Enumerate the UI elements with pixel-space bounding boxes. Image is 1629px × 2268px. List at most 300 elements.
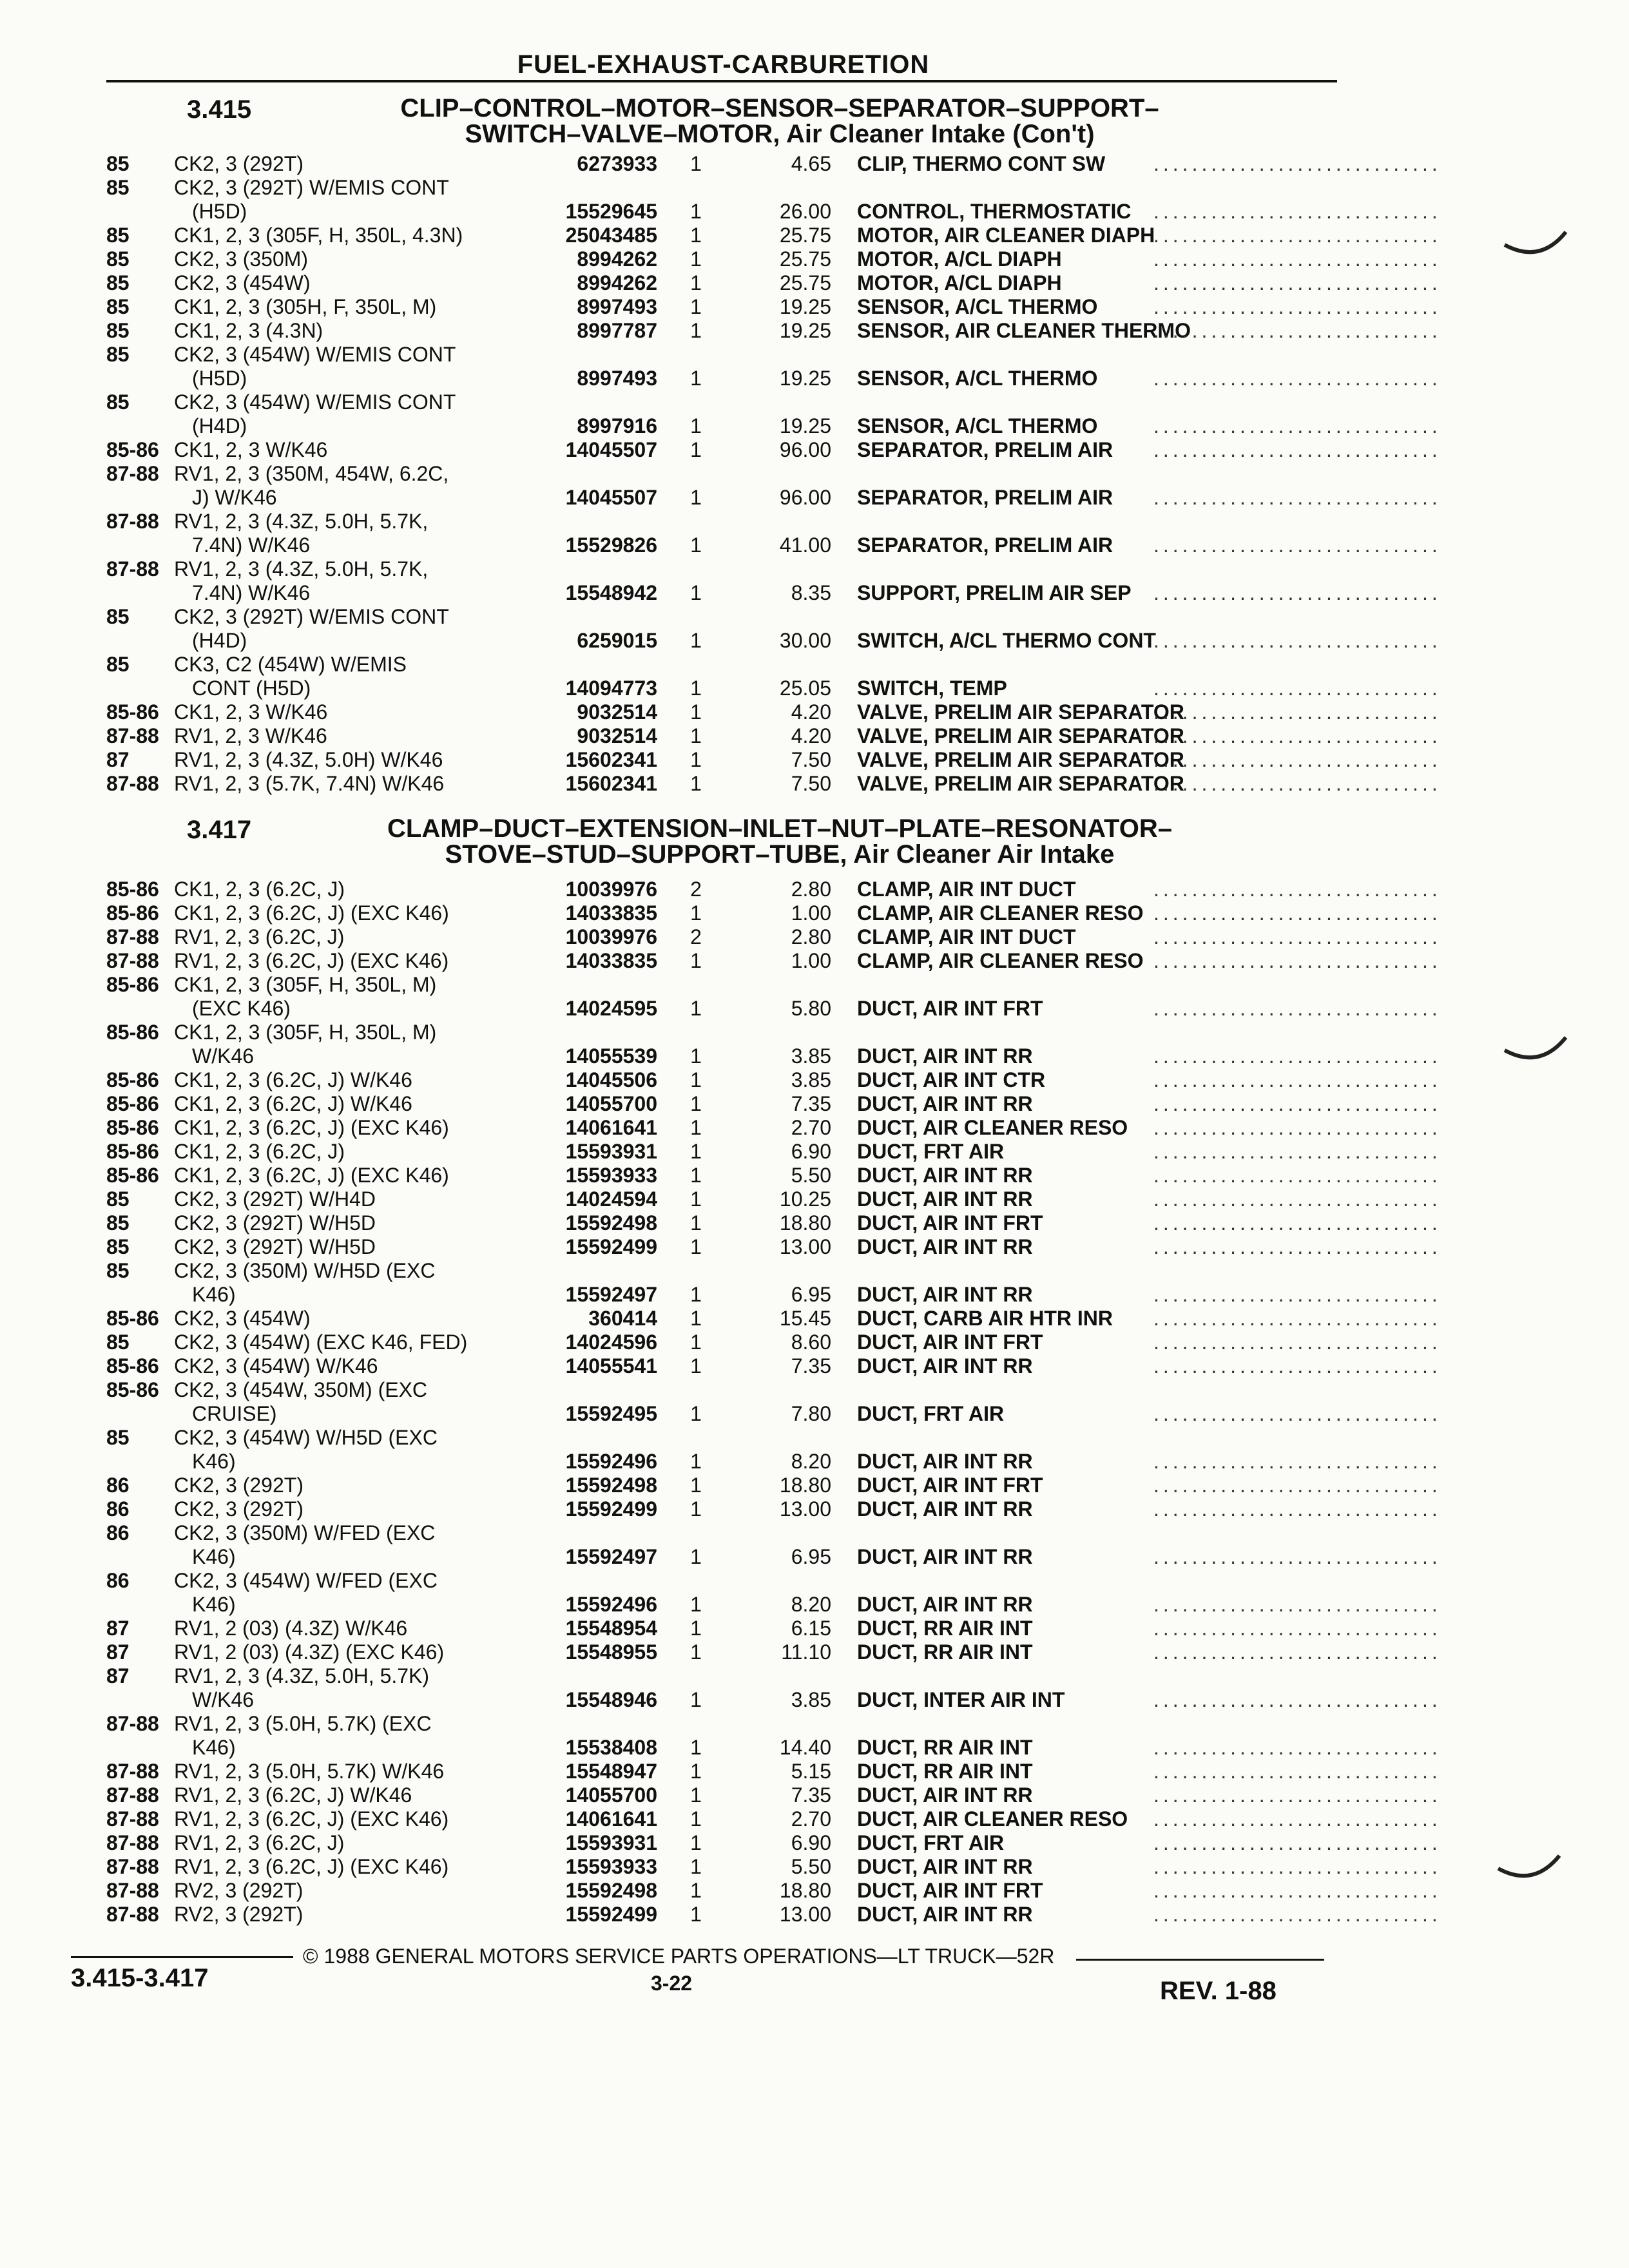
table-row xyxy=(0,1640,1629,1664)
model-year: 85 xyxy=(106,1426,130,1449)
leader-dots: .............................. xyxy=(1153,319,1441,342)
leader-dots: .............................. xyxy=(1153,677,1441,700)
description-continuation: W/K46 xyxy=(192,1044,255,1068)
part-name: DUCT, AIR CLEANER RESO xyxy=(857,1116,1128,1139)
description-line: RV2, 3 (292T) xyxy=(174,1903,304,1926)
leader-dots: .............................. xyxy=(1153,1688,1441,1711)
table-row xyxy=(0,1259,1629,1307)
table-row xyxy=(0,1021,1629,1068)
part-name: CLAMP, AIR INT DUCT xyxy=(857,878,1076,901)
part-number: 360414 xyxy=(588,1307,657,1330)
price: 7.35 xyxy=(791,1783,831,1807)
table-row xyxy=(0,973,1629,1021)
description-continuation: W/K46 xyxy=(192,1688,255,1711)
quantity: 1 xyxy=(690,1497,702,1521)
quantity: 1 xyxy=(690,997,702,1020)
part-number: 9032514 xyxy=(577,700,657,724)
description-line: CK2, 3 (454W) xyxy=(174,1307,311,1330)
part-name: DUCT, INTER AIR INT xyxy=(857,1688,1065,1711)
part-name: SUPPORT, PRELIM AIR SEP xyxy=(857,581,1132,604)
table-row xyxy=(0,748,1629,772)
description-line: RV1, 2, 3 W/K46 xyxy=(174,724,327,747)
quantity: 1 xyxy=(690,581,702,604)
description-line: CK1, 2, 3 (6.2C, J) xyxy=(174,1140,345,1163)
model-year: 87-88 xyxy=(106,1783,159,1807)
quantity: 1 xyxy=(690,1450,702,1473)
description-line: CK2, 3 (454W, 350M) (EXC xyxy=(174,1378,428,1401)
quantity: 1 xyxy=(690,1164,702,1187)
quantity: 1 xyxy=(690,1474,702,1497)
table-row xyxy=(0,1092,1629,1116)
application-description xyxy=(174,1831,532,1855)
price: 19.25 xyxy=(779,295,831,318)
part-name: SEPARATOR, PRELIM AIR xyxy=(857,438,1113,461)
quantity: 1 xyxy=(690,152,702,175)
price: 13.00 xyxy=(779,1903,831,1926)
table-row xyxy=(0,1879,1629,1903)
part-number: 15593933 xyxy=(565,1164,657,1187)
part-number: 15602341 xyxy=(565,748,657,771)
part-name: CLIP, THERMO CONT SW xyxy=(857,152,1106,175)
table-row xyxy=(0,925,1629,949)
quantity: 1 xyxy=(690,1879,702,1902)
model-year: 86 xyxy=(106,1569,130,1592)
description-continuation: K46) xyxy=(192,1545,236,1568)
part-number: 15529826 xyxy=(565,533,657,557)
model-year: 87-88 xyxy=(106,772,159,795)
description-continuation: K46) xyxy=(192,1736,236,1759)
quantity: 1 xyxy=(690,319,702,342)
quantity: 1 xyxy=(690,1831,702,1854)
table-row xyxy=(0,295,1629,319)
table-row xyxy=(0,224,1629,247)
part-name: DUCT, AIR INT RR xyxy=(857,1354,1033,1378)
table-row xyxy=(0,1664,1629,1712)
quantity: 1 xyxy=(690,1140,702,1163)
quantity: 1 xyxy=(690,1903,702,1926)
price: 96.00 xyxy=(779,486,831,509)
quantity: 1 xyxy=(690,1760,702,1783)
model-year: 85-86 xyxy=(106,1021,159,1044)
price: 3.85 xyxy=(791,1044,831,1068)
model-year: 87-88 xyxy=(106,724,159,747)
part-number: 8997493 xyxy=(577,367,657,390)
application-description xyxy=(174,271,532,295)
price: 18.80 xyxy=(779,1879,831,1902)
application-description xyxy=(174,462,532,510)
price: 7.50 xyxy=(791,772,831,795)
description-line: CK2, 3 (292T) W/H5D xyxy=(174,1211,376,1235)
description-continuation: (EXC K46) xyxy=(192,997,291,1020)
leader-dots: .............................. xyxy=(1153,1736,1441,1759)
application-description xyxy=(174,1664,532,1712)
description-line: RV2, 3 (292T) xyxy=(174,1879,304,1902)
description-line: RV1, 2, 3 (6.2C, J) W/K46 xyxy=(174,1783,412,1807)
part-number: 15538408 xyxy=(565,1736,657,1759)
leader-dots: .............................. xyxy=(1153,438,1441,461)
description-continuation: K46) xyxy=(192,1593,236,1616)
model-year: 85-86 xyxy=(106,1378,159,1401)
model-year: 87-88 xyxy=(106,462,159,485)
price: 1.00 xyxy=(791,901,831,925)
part-number: 14055541 xyxy=(565,1354,657,1378)
part-number: 14045506 xyxy=(565,1068,657,1091)
section-number: 3.415 xyxy=(187,95,252,124)
footer-copyright: © 1988 GENERAL MOTORS SERVICE PARTS OPERATIONS—LT TRUCK—52R xyxy=(303,1945,1055,1968)
model-year: 87 xyxy=(106,1617,130,1640)
part-name: DUCT, FRT AIR xyxy=(857,1402,1005,1425)
model-year: 85 xyxy=(106,247,130,271)
leader-dots: .............................. xyxy=(1153,949,1441,972)
application-description xyxy=(174,748,532,772)
price: 3.85 xyxy=(791,1068,831,1091)
leader-dots: .............................. xyxy=(1153,247,1441,271)
price: 7.35 xyxy=(791,1092,831,1115)
description-line: RV1, 2, 3 (6.2C, J) (EXC K46) xyxy=(174,949,449,972)
quantity: 1 xyxy=(690,1783,702,1807)
description-line: CK1, 2, 3 (6.2C, J) xyxy=(174,878,345,901)
model-year: 85-86 xyxy=(106,700,159,724)
description-continuation: K46) xyxy=(192,1450,236,1473)
quantity: 1 xyxy=(690,901,702,925)
quantity: 1 xyxy=(690,1688,702,1711)
price: 25.75 xyxy=(779,224,831,247)
part-name: DUCT, AIR INT RR xyxy=(857,1044,1033,1068)
application-description xyxy=(174,1569,532,1617)
part-number: 6273933 xyxy=(577,152,657,175)
description-continuation: CONT (H5D) xyxy=(192,677,311,700)
leader-dots: .............................. xyxy=(1153,1760,1441,1783)
price: 18.80 xyxy=(779,1211,831,1235)
application-description xyxy=(174,319,532,343)
application-description xyxy=(174,1331,532,1354)
leader-dots: .............................. xyxy=(1153,152,1441,175)
part-number: 15592498 xyxy=(565,1474,657,1497)
part-number: 15548942 xyxy=(565,581,657,604)
model-year: 85 xyxy=(106,390,130,414)
part-name: CLAMP, AIR INT DUCT xyxy=(857,925,1076,948)
application-description xyxy=(174,510,532,557)
description-line: RV1, 2, 3 (4.3Z, 5.0H, 5.7K, xyxy=(174,557,429,581)
price: 8.60 xyxy=(791,1331,831,1354)
model-year: 87-88 xyxy=(106,1831,159,1854)
table-row xyxy=(0,319,1629,343)
leader-dots: .............................. xyxy=(1153,629,1441,652)
leader-dots: .............................. xyxy=(1153,772,1441,795)
leader-dots: .............................. xyxy=(1153,486,1441,509)
quantity: 1 xyxy=(690,1617,702,1640)
part-name: VALVE, PRELIM AIR SEPARATOR xyxy=(857,748,1184,771)
model-year: 86 xyxy=(106,1521,130,1544)
quantity: 1 xyxy=(690,1283,702,1306)
leader-dots: .............................. xyxy=(1153,700,1441,724)
part-name: SENSOR, A/CL THERMO xyxy=(857,414,1098,437)
quantity: 1 xyxy=(690,295,702,318)
leader-dots: .............................. xyxy=(1153,295,1441,318)
description-line: RV1, 2 (03) (4.3Z) W/K46 xyxy=(174,1617,408,1640)
leader-dots: .............................. xyxy=(1153,1640,1441,1664)
part-name: SWITCH, A/CL THERMO CONT xyxy=(857,629,1156,652)
leader-dots: .............................. xyxy=(1153,533,1441,557)
table-row xyxy=(0,1712,1629,1760)
model-year: 85-86 xyxy=(106,438,159,461)
model-year: 87-88 xyxy=(106,557,159,581)
part-number: 14055539 xyxy=(565,1044,657,1068)
table-row xyxy=(0,1378,1629,1426)
price: 41.00 xyxy=(779,533,831,557)
price: 8.20 xyxy=(791,1593,831,1616)
application-description xyxy=(174,1879,532,1903)
model-year: 85 xyxy=(106,295,130,318)
part-name: DUCT, AIR INT RR xyxy=(857,1187,1033,1211)
model-year: 87-88 xyxy=(106,1855,159,1878)
table-row xyxy=(0,1569,1629,1617)
description-continuation: 7.4N) W/K46 xyxy=(192,533,311,557)
application-description xyxy=(174,653,532,700)
part-number: 8997493 xyxy=(577,295,657,318)
part-number: 14055700 xyxy=(565,1092,657,1115)
part-name: DUCT, RR AIR INT xyxy=(857,1617,1033,1640)
quantity: 2 xyxy=(690,878,702,901)
table-row xyxy=(0,1331,1629,1354)
leader-dots: .............................. xyxy=(1153,1354,1441,1378)
part-name: DUCT, AIR INT RR xyxy=(857,1545,1033,1568)
quantity: 1 xyxy=(690,1331,702,1354)
description-line: CK2, 3 (454W) W/EMIS CONT xyxy=(174,343,456,366)
part-name: DUCT, AIR INT FRT xyxy=(857,1331,1043,1354)
model-year: 85-86 xyxy=(106,1164,159,1187)
model-year: 87-88 xyxy=(106,1807,159,1831)
application-description xyxy=(174,1497,532,1521)
part-name: VALVE, PRELIM AIR SEPARATOR xyxy=(857,700,1184,724)
table-row xyxy=(0,653,1629,700)
price: 8.35 xyxy=(791,581,831,604)
part-name: DUCT, FRT AIR xyxy=(857,1831,1005,1854)
binder-mark-icon xyxy=(1495,1843,1566,1888)
part-number: 15592497 xyxy=(565,1545,657,1568)
price: 6.95 xyxy=(791,1283,831,1306)
table-row xyxy=(0,1426,1629,1474)
leader-dots: .............................. xyxy=(1153,367,1441,390)
part-number: 8994262 xyxy=(577,271,657,294)
description-continuation: CRUISE) xyxy=(192,1402,277,1425)
application-description xyxy=(174,1307,532,1331)
footer-section-range: 3.415-3.417 xyxy=(71,1964,209,1992)
model-year: 87-88 xyxy=(106,510,159,533)
application-description xyxy=(174,724,532,748)
table-row xyxy=(0,1235,1629,1259)
description-line: CK1, 2, 3 (6.2C, J) (EXC K46) xyxy=(174,1164,449,1187)
part-number: 15593933 xyxy=(565,1855,657,1878)
application-description xyxy=(174,1783,532,1807)
description-continuation: (H5D) xyxy=(192,367,247,390)
price: 13.00 xyxy=(779,1497,831,1521)
price: 6.90 xyxy=(791,1831,831,1854)
description-line: RV1, 2, 3 (4.3Z, 5.0H) W/K46 xyxy=(174,748,443,771)
description-line: CK1, 2, 3 (6.2C, J) W/K46 xyxy=(174,1068,412,1091)
application-description xyxy=(174,295,532,319)
price: 13.00 xyxy=(779,1235,831,1258)
table-row xyxy=(0,1068,1629,1092)
price: 14.40 xyxy=(779,1736,831,1759)
application-description xyxy=(174,1855,532,1879)
model-year: 87-88 xyxy=(106,1760,159,1783)
leader-dots: .............................. xyxy=(1153,1450,1441,1473)
description-line: RV1, 2, 3 (5.0H, 5.7K) W/K46 xyxy=(174,1760,445,1783)
description-line: RV1, 2, 3 (6.2C, J) (EXC K46) xyxy=(174,1807,449,1831)
part-number: 25043485 xyxy=(565,224,657,247)
description-line: CK2, 3 (350M) W/FED (EXC xyxy=(174,1521,436,1544)
quantity: 1 xyxy=(690,271,702,294)
quantity: 1 xyxy=(690,486,702,509)
application-description xyxy=(174,1354,532,1378)
description-line: CK3, C2 (454W) W/EMIS xyxy=(174,653,407,676)
description-continuation: 7.4N) W/K46 xyxy=(192,581,311,604)
leader-dots: .............................. xyxy=(1153,414,1441,437)
price: 96.00 xyxy=(779,438,831,461)
description-line: RV1, 2, 3 (6.2C, J) xyxy=(174,1831,345,1854)
quantity: 1 xyxy=(690,414,702,437)
leader-dots: .............................. xyxy=(1153,1116,1441,1139)
quantity: 1 xyxy=(690,949,702,972)
description-continuation: (H4D) xyxy=(192,629,247,652)
application-description xyxy=(174,1235,532,1259)
model-year: 87 xyxy=(106,1664,130,1687)
part-name: DUCT, AIR INT CTR xyxy=(857,1068,1046,1091)
model-year: 85 xyxy=(106,605,130,628)
part-name: DUCT, FRT AIR xyxy=(857,1140,1005,1163)
price: 7.35 xyxy=(791,1354,831,1378)
price: 4.65 xyxy=(791,152,831,175)
application-description xyxy=(174,949,532,973)
quantity: 1 xyxy=(690,200,702,223)
leader-dots: .............................. xyxy=(1153,1807,1441,1831)
description-line: CK1, 2, 3 (305F, H, 350L, M) xyxy=(174,973,437,996)
table-row xyxy=(0,343,1629,390)
model-year: 85-86 xyxy=(106,1307,159,1330)
part-number: 6259015 xyxy=(577,629,657,652)
part-number: 14024596 xyxy=(565,1331,657,1354)
leader-dots: .............................. xyxy=(1153,1092,1441,1115)
part-name: DUCT, RR AIR INT xyxy=(857,1640,1033,1664)
part-number: 15592499 xyxy=(565,1235,657,1258)
part-number: 15548947 xyxy=(565,1760,657,1783)
application-description xyxy=(174,557,532,605)
application-description xyxy=(174,1116,532,1140)
part-number: 14024594 xyxy=(565,1187,657,1211)
quantity: 1 xyxy=(690,224,702,247)
application-description xyxy=(174,700,532,724)
part-name: DUCT, AIR INT RR xyxy=(857,1092,1033,1115)
quantity: 1 xyxy=(690,724,702,747)
model-year: 87-88 xyxy=(106,1903,159,1926)
description-continuation: K46) xyxy=(192,1283,236,1306)
part-name: DUCT, AIR CLEANER RESO xyxy=(857,1807,1128,1831)
price: 11.10 xyxy=(781,1640,831,1664)
price: 19.25 xyxy=(779,367,831,390)
price: 6.90 xyxy=(791,1140,831,1163)
model-year: 85 xyxy=(106,152,130,175)
model-year: 85 xyxy=(106,1259,130,1282)
part-number: 14055700 xyxy=(565,1783,657,1807)
leader-dots: .............................. xyxy=(1153,1831,1441,1854)
part-name: MOTOR, A/CL DIAPH xyxy=(857,271,1062,294)
leader-dots: .............................. xyxy=(1153,724,1441,747)
part-name: DUCT, AIR INT RR xyxy=(857,1855,1033,1878)
model-year: 85 xyxy=(106,176,130,199)
leader-dots: .............................. xyxy=(1153,1783,1441,1807)
quantity: 1 xyxy=(690,1736,702,1759)
description-line: RV1, 2, 3 (4.3Z, 5.0H, 5.7K, xyxy=(174,510,429,533)
model-year: 86 xyxy=(106,1474,130,1497)
binder-mark-icon xyxy=(1501,219,1572,264)
leader-dots: .............................. xyxy=(1153,1331,1441,1354)
description-line: RV1, 2, 3 (350M, 454W, 6.2C, xyxy=(174,462,449,485)
part-number: 10039976 xyxy=(565,925,657,948)
table-row xyxy=(0,510,1629,557)
price: 8.20 xyxy=(791,1450,831,1473)
part-number: 15592496 xyxy=(565,1450,657,1473)
part-number: 8997916 xyxy=(577,414,657,437)
part-name: DUCT, AIR INT RR xyxy=(857,1164,1033,1187)
leader-dots: .............................. xyxy=(1153,878,1441,901)
part-number: 14061641 xyxy=(565,1807,657,1831)
part-number: 14033835 xyxy=(565,901,657,925)
price: 7.50 xyxy=(791,748,831,771)
description-line: CK2, 3 (292T) W/EMIS CONT xyxy=(174,176,449,199)
part-number: 8994262 xyxy=(577,247,657,271)
application-description xyxy=(174,1712,532,1760)
price: 25.75 xyxy=(779,247,831,271)
description-line: CK2, 3 (454W) (EXC K46, FED) xyxy=(174,1331,468,1354)
leader-dots: .............................. xyxy=(1153,1140,1441,1163)
description-continuation: (H5D) xyxy=(192,200,247,223)
quantity: 1 xyxy=(690,247,702,271)
part-name: SENSOR, A/CL THERMO xyxy=(857,295,1098,318)
model-year: 85-86 xyxy=(106,1068,159,1091)
model-year: 87-88 xyxy=(106,925,159,948)
part-number: 14033835 xyxy=(565,949,657,972)
price: 25.05 xyxy=(779,677,831,700)
section-title: CLIP–CONTROL–MOTOR–SENSOR–SEPARATOR–SUPPORT– SWITCH–VALVE–MOTOR, Air Cleaner Intake (Con't) xyxy=(400,94,1159,148)
price: 2.80 xyxy=(791,878,831,901)
model-year: 87 xyxy=(106,748,130,771)
description-line: CK1, 2, 3 (305H, F, 350L, M) xyxy=(174,295,437,318)
part-name: DUCT, AIR INT RR xyxy=(857,1497,1033,1521)
table-row xyxy=(0,438,1629,462)
model-year: 85-86 xyxy=(106,1116,159,1139)
application-description xyxy=(174,1640,532,1664)
quantity: 1 xyxy=(690,772,702,795)
description-line: RV1, 2, 3 (4.3Z, 5.0H, 5.7K) xyxy=(174,1664,430,1687)
quantity: 1 xyxy=(690,1354,702,1378)
description-line: CK1, 2, 3 (4.3N) xyxy=(174,319,323,342)
price: 26.00 xyxy=(779,200,831,223)
part-name: DUCT, AIR INT RR xyxy=(857,1903,1033,1926)
binder-mark-icon xyxy=(1501,1024,1572,1070)
part-number: 15593931 xyxy=(565,1140,657,1163)
model-year: 85 xyxy=(106,271,130,294)
price: 19.25 xyxy=(779,414,831,437)
description-line: CK2, 3 (292T) xyxy=(174,1474,304,1497)
price: 2.80 xyxy=(791,925,831,948)
application-description xyxy=(174,1164,532,1187)
model-year: 85-86 xyxy=(106,973,159,996)
page-title: FUEL-EXHAUST-CARBURETION xyxy=(517,50,930,79)
part-name: MOTOR, AIR CLEANER DIAPH xyxy=(857,224,1155,247)
price: 4.20 xyxy=(791,724,831,747)
leader-dots: .............................. xyxy=(1153,1187,1441,1211)
